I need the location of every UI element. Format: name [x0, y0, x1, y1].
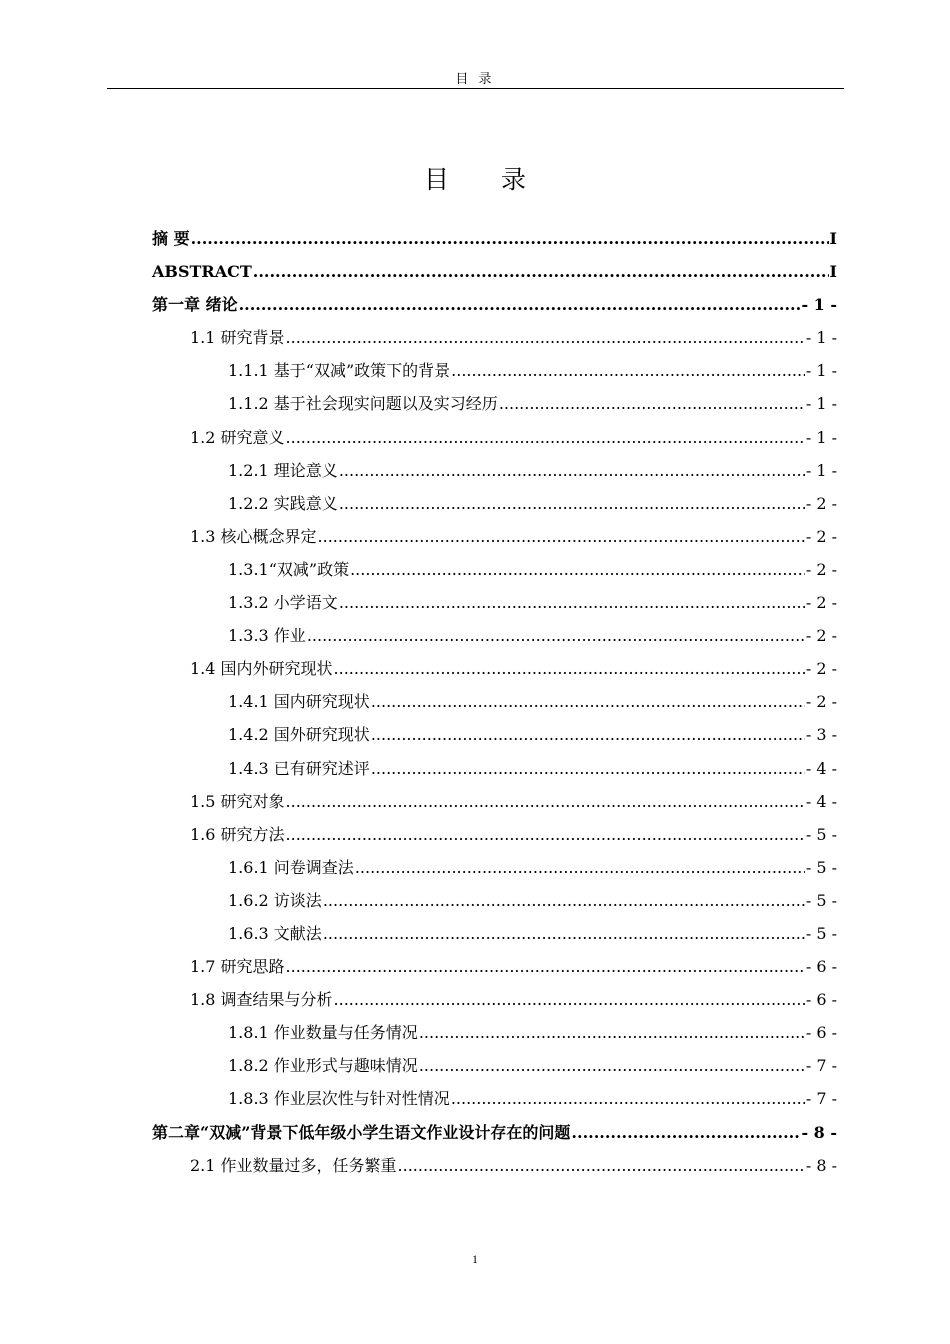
dot-leader: [334, 983, 805, 1016]
toc-entry-label: 1.3.2 小学语文: [228, 593, 338, 613]
toc-entry-label: 1.2.2 实践意义: [228, 493, 338, 513]
toc-entry[interactable]: [152, 851, 837, 884]
dot-leader: [286, 421, 805, 454]
toc-entry[interactable]: [152, 718, 837, 751]
toc-entry[interactable]: [152, 222, 837, 255]
toc-entry-page: - 3 -: [805, 725, 837, 745]
toc-entry-page: - 5 -: [805, 923, 837, 943]
toc-entry-page: - 5 -: [805, 857, 837, 877]
toc-entry-page: - 2 -: [805, 526, 837, 546]
toc-entry-label: 1.2.1 理论意义: [228, 460, 338, 480]
dot-leader: [350, 553, 805, 586]
dot-leader: [371, 718, 805, 751]
toc-entry[interactable]: [152, 1082, 837, 1115]
dot-leader: [339, 586, 805, 619]
dot-leader: [253, 255, 829, 288]
toc-entry-label: 1.4 国内外研究现状: [190, 659, 333, 679]
dot-leader: [339, 487, 805, 520]
dot-leader: [239, 288, 801, 321]
toc-entry-page: - 2 -: [805, 493, 837, 513]
toc-entry-label: 1.8.1 作业数量与任务情况: [228, 1023, 418, 1043]
toc-entry-label: 1.1.1 基于“双减”政策下的背景: [228, 361, 451, 381]
toc-entry-label: 1.3.1“双减”政策: [228, 559, 350, 579]
toc-entry[interactable]: [152, 586, 837, 619]
toc-entry-page: I: [829, 229, 837, 248]
toc-entry-label: 1.3 核心概念界定: [190, 526, 317, 546]
dot-leader: [371, 685, 805, 718]
toc-entry-page: - 1 -: [801, 295, 837, 315]
toc-entry[interactable]: [152, 255, 837, 288]
toc-entry-page: - 1 -: [805, 427, 837, 447]
toc-entry-label: 1.6.2 访谈法: [228, 890, 322, 910]
toc-entry-page: - 1 -: [805, 394, 837, 414]
toc-entry-label: 1.1 研究背景: [190, 328, 285, 348]
toc-entry-page: - 2 -: [805, 593, 837, 613]
toc-entry-page: - 6 -: [805, 990, 837, 1010]
dot-leader: [571, 1116, 800, 1149]
toc-entry-page: - 2 -: [805, 692, 837, 712]
dot-leader: [419, 1016, 805, 1049]
toc-entry-label: 1.4.3 已有研究述评: [228, 758, 370, 778]
toc-title: 目 录: [424, 165, 548, 194]
running-header: 目 录: [455, 72, 495, 87]
dot-leader: [286, 785, 805, 818]
dot-leader: [398, 1149, 805, 1182]
dot-leader: [323, 884, 805, 917]
toc-entry-label: 2.1 作业数量过多，任务繁重: [190, 1155, 397, 1175]
toc-entry[interactable]: [152, 652, 837, 685]
toc-entry-label: ABSTRACT: [152, 262, 252, 282]
page-number: 1: [472, 1252, 478, 1266]
toc-entry-label: 1.3.3 作业: [228, 626, 306, 646]
dot-leader: [339, 454, 805, 487]
toc-entry[interactable]: [152, 1049, 837, 1082]
toc-entry-page: - 2 -: [805, 626, 837, 646]
toc-entry[interactable]: [152, 387, 837, 420]
dot-leader: [371, 752, 805, 785]
toc-entry-page: - 6 -: [805, 1023, 837, 1043]
toc-entry-label: 第二章“双减”背景下低年级小学生语文作业设计存在的问题: [152, 1122, 571, 1142]
dot-leader: [323, 917, 805, 950]
dot-leader: [499, 387, 805, 420]
toc-entry-page: - 2 -: [805, 559, 837, 579]
toc-entry-label: 1.1.2 基于社会现实问题以及实习经历: [228, 394, 498, 414]
toc-entry-page: - 4 -: [805, 758, 837, 778]
toc-entry-page: - 1 -: [805, 460, 837, 480]
dot-leader: [318, 520, 805, 553]
dot-leader: [451, 1082, 805, 1115]
toc-entry[interactable]: [152, 983, 837, 1016]
toc-entry[interactable]: [152, 884, 837, 917]
toc-entry[interactable]: [152, 354, 837, 387]
toc-entry-page: - 5 -: [805, 824, 837, 844]
dot-leader: [334, 652, 805, 685]
toc-entry-label: 1.2 研究意义: [190, 427, 285, 447]
toc-entry-label: 第一章 绪论: [152, 295, 238, 315]
dot-leader: [286, 950, 805, 983]
dot-leader: [286, 818, 805, 851]
toc-entry[interactable]: [152, 1016, 837, 1049]
toc-entry-page: - 4 -: [805, 791, 837, 811]
dot-leader: [419, 1049, 805, 1082]
toc-entry-page: - 7 -: [805, 1056, 837, 1076]
toc-entry-label: 1.4.2 国外研究现状: [228, 725, 370, 745]
toc-entry[interactable]: [152, 950, 837, 983]
toc-entry-page: - 8 -: [801, 1122, 837, 1142]
toc-entry[interactable]: [152, 321, 837, 354]
toc-entry[interactable]: [152, 454, 837, 487]
toc-entry[interactable]: [152, 1116, 837, 1149]
toc-entry[interactable]: [152, 785, 837, 818]
toc-entry-label: 1.4.1 国内研究现状: [228, 692, 370, 712]
toc-entry[interactable]: [152, 619, 837, 652]
dot-leader: [191, 222, 829, 255]
toc-entry-page: - 8 -: [805, 1155, 837, 1175]
toc-entry-page: - 7 -: [805, 1089, 837, 1109]
toc-entry-page: - 6 -: [805, 957, 837, 977]
dot-leader: [307, 619, 805, 652]
toc-entry-page: - 1 -: [805, 328, 837, 348]
toc-entry[interactable]: [152, 487, 837, 520]
toc-entry-page: - 5 -: [805, 890, 837, 910]
toc-entry[interactable]: [152, 818, 837, 851]
header-rule: [107, 88, 844, 89]
toc-entry[interactable]: [152, 553, 837, 586]
toc-entry-label: 摘 要: [152, 229, 190, 248]
toc-entry[interactable]: [152, 752, 837, 785]
toc-entry-page: - 2 -: [805, 659, 837, 679]
toc-entry-label: 1.8 调查结果与分析: [190, 990, 333, 1010]
toc-entry[interactable]: [152, 421, 837, 454]
toc-entry[interactable]: [152, 685, 837, 718]
toc-entry-label: 1.5 研究对象: [190, 791, 285, 811]
toc-entry-label: 1.8.2 作业形式与趣味情况: [228, 1056, 418, 1076]
toc-entry-label: 1.6.3 文献法: [228, 923, 322, 943]
dot-leader: [286, 321, 805, 354]
table-of-contents: [152, 222, 837, 1182]
toc-entry-page: I: [829, 262, 837, 282]
toc-entry[interactable]: [152, 1149, 837, 1182]
dot-leader: [355, 851, 805, 884]
toc-entry[interactable]: [152, 917, 837, 950]
toc-entry-label: 1.6.1 问卷调查法: [228, 857, 354, 877]
toc-entry-label: 1.7 研究思路: [190, 957, 285, 977]
toc-entry-page: - 1 -: [805, 361, 837, 381]
toc-entry-label: 1.6 研究方法: [190, 824, 285, 844]
toc-entry[interactable]: [152, 520, 837, 553]
toc-entry[interactable]: [152, 288, 837, 321]
toc-entry-label: 1.8.3 作业层次性与针对性情况: [228, 1089, 450, 1109]
dot-leader: [451, 354, 805, 387]
